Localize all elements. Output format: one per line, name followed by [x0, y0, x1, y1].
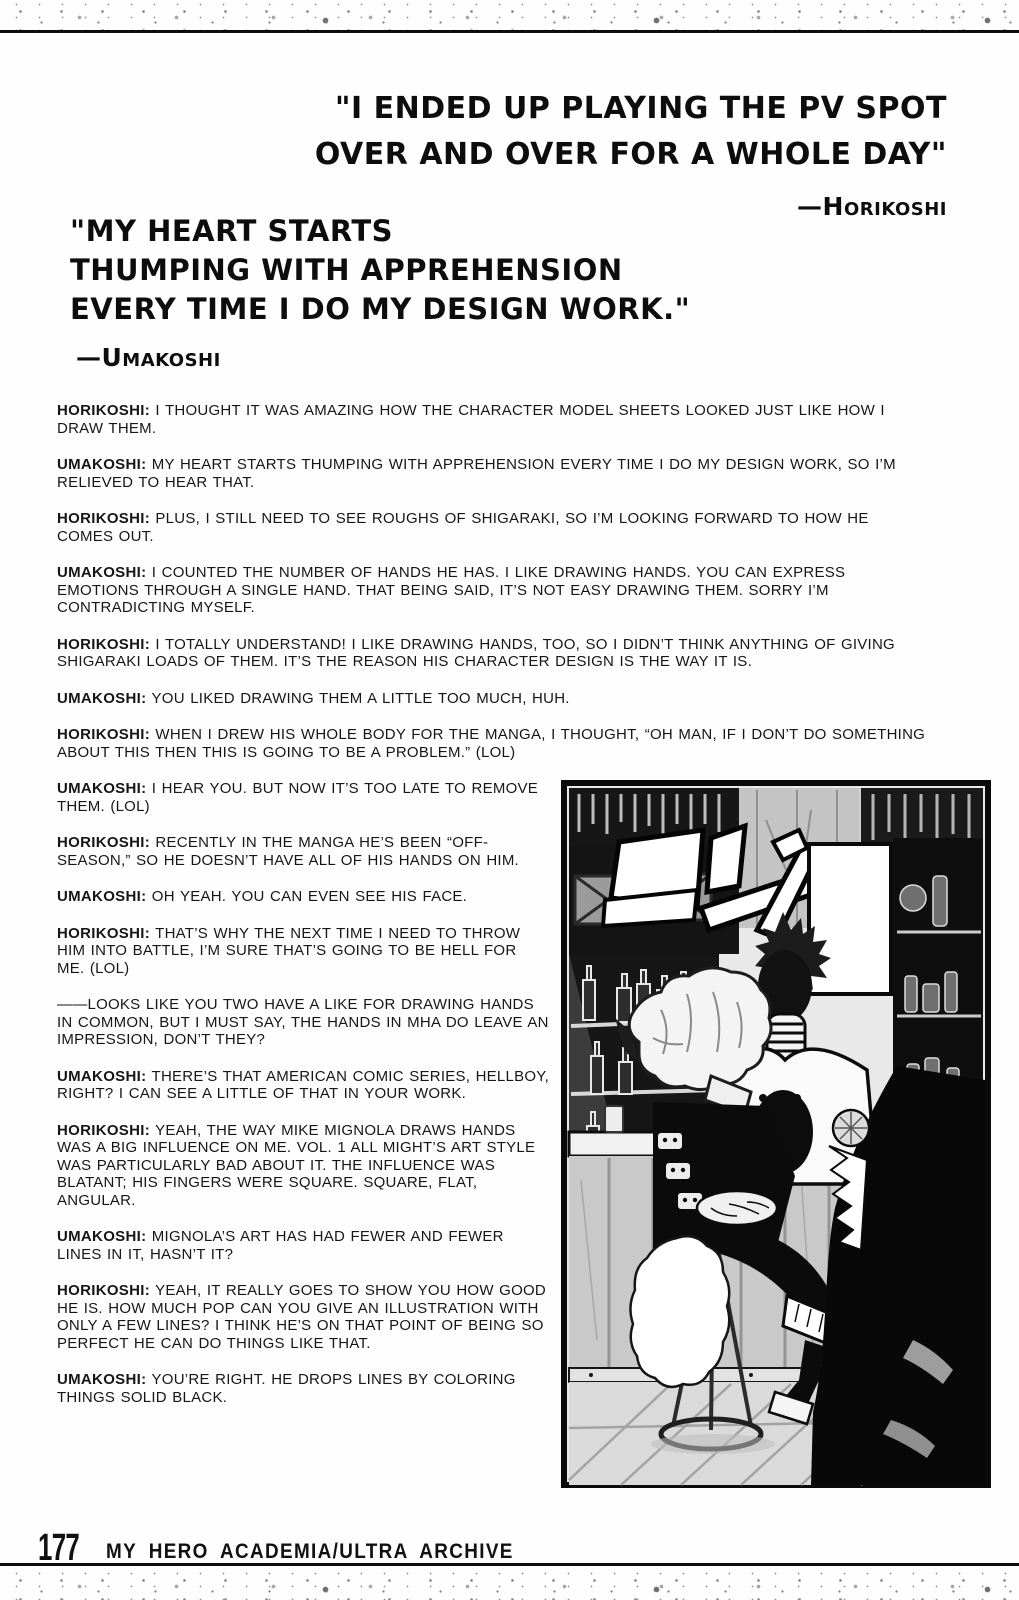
interview-paragraph	[57, 1122, 549, 1210]
bottom-noise-band	[0, 1569, 1019, 1600]
speaker-label: UMAKOSHI:	[57, 564, 147, 581]
speaker-label: UMAKOSHI:	[57, 888, 147, 905]
speaker-label: HORIKOSHI:	[57, 1282, 150, 1299]
interview-column	[57, 780, 559, 1425]
speech-text: YOU’RE RIGHT. HE DROPS LINES BY COLORING THINGS SOLID BLACK.	[57, 1371, 516, 1406]
speaker-label: UMAKOSHI:	[57, 1228, 147, 1245]
speaker-label: HORIKOSHI:	[57, 726, 150, 743]
manga-panel-container	[561, 780, 991, 1488]
speech-text: YEAH, IT REALLY GOES TO SHOW YOU HOW GOOD HE IS. HOW MUCH POP CAN YOU GIVE AN ILLUSTRATION WITH ONLY A FEW LINES? I THINK HE’S ON THAT POINT OF BEING SO PERFECT HE CAN DO THINGS LIKE THAT.	[57, 1282, 546, 1352]
speaker-label: UMAKOSHI:	[57, 1371, 147, 1388]
speech-text: MY HEART STARTS THUMPING WITH APPREHENSION EVERY TIME I DO MY DESIGN WORK, SO I’M RELIEVED TO HEAR THAT.	[57, 456, 896, 491]
interview-paragraph	[57, 888, 549, 906]
speech-text: YEAH, THE WAY MIKE MIGNOLA DRAWS HANDS WAS A BIG INFLUENCE ON ME. VOL. 1 ALL MIGHT’S ART STYLE WAS PARTICULARLY BAD ABOUT IT. THE INFLUENCE WAS BLATANT; HIS FINGERS WERE SQUARE. SQUARE, FLAT, ANGULAR.	[57, 1121, 536, 1209]
speaker-label: UMAKOSHI:	[57, 456, 147, 473]
interview-paragraph	[57, 1228, 549, 1263]
speech-text: I THOUGHT IT WAS AMAZING HOW THE CHARACTER MODEL SHEETS LOOKED JUST LIKE HOW I DRAW THEM.	[57, 402, 885, 437]
interview-paragraph	[57, 402, 929, 437]
speaker-label: UMAKOSHI:	[57, 1067, 147, 1085]
text-and-illustration-columns	[57, 780, 929, 1488]
speaker-label: HORIKOSHI:	[57, 924, 150, 942]
quote-line: THUMPING WITH APPREHENSION	[70, 253, 623, 287]
interview-paragraph	[57, 636, 929, 671]
speaker-label: HORIKOSHI:	[57, 635, 150, 653]
quote-attribution: —Horikoshi	[797, 192, 947, 221]
speech-text: I COUNTED THE NUMBER OF HANDS HE HAS. I LIKE DRAWING HANDS. YOU CAN EXPRESS EMOTIONS THROUGH A SINGLE HAND. THAT BEING SAID, IT’S NOT EASY DRAWING THEM. SORRY I’M CONTRADICTING MYSELF.	[57, 564, 846, 616]
interview-paragraph	[57, 690, 929, 708]
interviewer-paragraph	[57, 996, 549, 1049]
interview-paragraph	[57, 925, 549, 978]
speaker-label: UMAKOSHI:	[57, 780, 147, 797]
interview-paragraph	[57, 456, 929, 491]
speech-text: OH YEAH. YOU CAN EVEN SEE HIS FACE.	[151, 888, 468, 905]
speech-text: PLUS, I STILL NEED TO SEE ROUGHS OF SHIGARAKI, SO I’M LOOKING FORWARD TO HOW HE COMES OUT.	[57, 510, 869, 545]
page-number: 177	[38, 1527, 80, 1569]
top-noise-band	[0, 0, 1019, 33]
speech-text: I HEAR YOU. BUT NOW IT’S TOO LATE TO REMOVE THEM. (LOL)	[57, 780, 539, 815]
speaker-label: HORIKOSHI:	[57, 834, 150, 851]
book-title: MY HERO ACADEMIA/ULTRA ARCHIVE	[106, 1540, 515, 1563]
speaker-label: HORIKOSHI:	[57, 510, 150, 527]
speech-text: I TOTALLY UNDERSTAND! I LIKE DRAWING HANDS, TOO, SO I DIDN’T THINK ANYTHING OF GIVING SHIGARAKI LOADS OF THEM. IT’S THE REASON HIS CHARACTER DESIGN IS THE WAY IT IS.	[57, 635, 895, 670]
quote-line: OVER AND OVER FOR A WHOLE DAY"	[314, 137, 947, 172]
page-footer	[0, 1527, 1019, 1569]
speaker-label: UMAKOSHI:	[57, 689, 147, 707]
interview-paragraph	[57, 726, 929, 761]
speech-text: WHEN I DREW HIS WHOLE BODY FOR THE MANGA, I THOUGHT, “OH MAN, IF I DON’T DO SOMETHING ABOUT THIS THEN THIS IS GOING TO BE A PROBLEM.” (LOL)	[57, 726, 926, 761]
speech-text: THAT’S WHY THE NEXT TIME I NEED TO THROW HIM INTO BATTLE, I’M SURE THAT’S GOING TO BE HELL FOR ME. (LOL)	[57, 924, 521, 977]
interview-paragraph	[57, 564, 929, 617]
speaker-label: HORIKOSHI:	[57, 1121, 150, 1139]
interview-paragraph	[57, 834, 549, 869]
interview-paragraph	[57, 1282, 549, 1352]
interview-transcript	[57, 402, 929, 1488]
quote-line: EVERY TIME I DO MY DESIGN WORK."	[70, 292, 691, 326]
manga-panel-illustration	[561, 780, 991, 1488]
interview-paragraph	[57, 1068, 549, 1103]
speech-text: MIGNOLA’S ART HAS HAD FEWER AND FEWER LINES IN IT, HASN’T IT?	[57, 1228, 504, 1263]
speech-text: THERE’S THAT AMERICAN COMIC SERIES, HELLBOY, RIGHT? I CAN SEE A LITTLE OF THAT IN YOUR WORK.	[57, 1067, 550, 1102]
quote-attribution: —Umakoshi	[76, 343, 221, 372]
speaker-label: HORIKOSHI:	[57, 402, 150, 419]
interview-paragraph	[57, 780, 549, 815]
pull-quote-umakoshi	[70, 212, 690, 377]
speech-text: YOU LIKED DRAWING THEM A LITTLE TOO MUCH, HUH.	[151, 689, 570, 707]
speech-text: RECENTLY IN THE MANGA HE’S BEEN “OFF-SEASON,” SO HE DOESN’T HAVE ALL OF HIS HANDS ON HIM.	[57, 834, 519, 869]
interview-paragraph	[57, 1371, 549, 1406]
interview-paragraph	[57, 510, 929, 545]
quote-line: "I ENDED UP PLAYING THE PV SPOT	[334, 91, 947, 126]
quote-line: "MY HEART STARTS	[70, 214, 394, 248]
speech-text: ——LOOKS LIKE YOU TWO HAVE A LIKE FOR DRAWING HANDS IN COMMON, BUT I MUST SAY, THE HANDS IN MHA DO LEAVE AN IMPRESSION, DON’T THEY?	[57, 996, 549, 1048]
pull-quote-horikoshi	[315, 86, 947, 230]
